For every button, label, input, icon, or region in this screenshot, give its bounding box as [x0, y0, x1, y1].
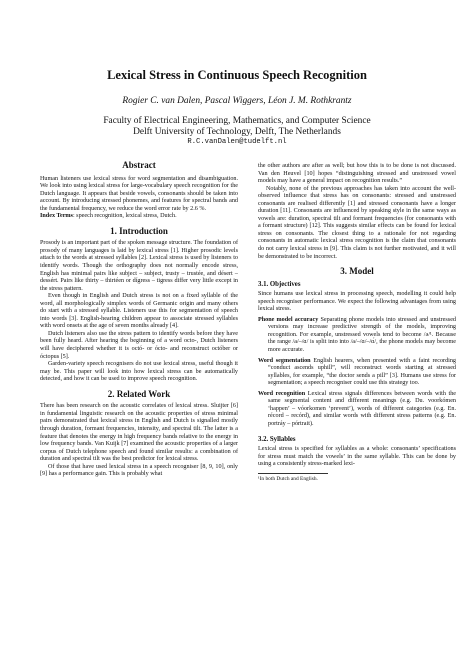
advantage-term: Phone model accuracy — [258, 316, 319, 323]
intro-paragraph-3: Dutch listeners also use the stress pattern to identify words before they have been fully heard. After hearing the beginning of a word octo-, Dutch listeners will have deciphered whether it is octó- or ócto- and reconstruct octóber or óctopus [5]. — [40, 330, 238, 360]
advantage-text: English hearers, when presented with a faint recording “conduct ascends uphill”, will reconstruct words starting at stressed syllables, for example, “the doctor sends a pill” [3]. Humans use stress for segmentation; a speech recogniser could use this strategy too. — [268, 357, 456, 387]
section-heading-model: 3. Model — [340, 266, 374, 277]
advantages-list — [258, 317, 456, 429]
right-paragraph-2: Notably, none of the previous approaches has taken into account the well-observed influence that stress has on consonants: stressed and unstressed consonants are realised differently [1] and stressed consonants have a longer duration [11]. Consonants are influenced by speaking style in the same ways as vowels are: duration, spectral tilt and formant frequencies (for consonants with a formant structure) [12]. This suggests similar effects can be found for lexical stress on consonants. The closest thing to a rationale for not regarding consonants in automatic lexical stress recognition is the claim that consonants do not carry lexical stress in [9]. This claim is not further motivated, and it will be demonstrated to be incorrect. — [258, 185, 456, 260]
subsection-heading-syllables: 3.2. Syllables — [258, 435, 296, 443]
abstract-heading: Abstract — [122, 160, 156, 170]
abstract-body: Human listeners use lexical stress for word segmentation and disambiguation. We look into using lexical stress for large-vocabulary speech recognition for the Dutch language. It appears that beside vowels, consonants should be taken into account. By introducing stressed phonemes, and features for spectral bands and the fundamental frequency, we reduce the word error rate by 2.6 %. — [40, 175, 238, 212]
affiliation-line-2: Delft University of Technology, Delft, The Netherlands — [133, 127, 341, 137]
author-email: R.C.vanDalen@tudelft.nl — [187, 138, 287, 146]
right-column — [258, 163, 456, 482]
index-terms-value: : speech recognition, lexical stress, Dutch. — [72, 213, 177, 220]
advantage-term: Word recognition — [258, 390, 306, 397]
related-work-paragraph-1: There has been research on the acoustic correlates of lexical stress. Sluijter [6] in fundamental linguistic research on the acoustic properties of stress minimal pairs demonstrated that lexical stress in English and Dutch is signalled mostly through duration, formant frequencies, intensity, and spectral tilt. The latter is a feature that denotes the energy in high frequency bands relative to the energy in low frequency bands. Van Kuijk [7] examined the acoustic properties of a larger corpus of Dutch telephone speech and found similar results: a combination of duration and spectral tilt was the best predictor for lexical stress. — [40, 403, 238, 463]
footnote: ¹In both Dutch and English. — [258, 475, 318, 482]
subsection-heading-objectives: 3.1. Objectives — [258, 280, 301, 288]
index-terms-label: Index Terms — [40, 213, 73, 220]
affiliation-line-1: Faculty of Electrical Engineering, Mathematics, and Computer Science — [103, 116, 371, 126]
advantage-text: Lexical stress signals differences between words with the same segmental content and different meanings (e.g. Du. voorkómen ‘happen’ – vóorkomen ‘prevent’), words of different categories (e.g. En. récord – recórd), and similar words with different stress patterns (e.g. En. portráy – pórtrait). — [268, 390, 456, 427]
advantage-item-word-recognition — [258, 391, 456, 429]
advantage-item-word-segmentation — [258, 358, 456, 388]
paper-title: Lexical Stress in Continuous Speech Recognition — [107, 68, 367, 82]
syllables-paragraph: Lexical stress is specified for syllables as a whole: consonants’ specifications for stress must match the vowels’ in the same syllable. This can be done by using a consistently stress-marked lexi- — [258, 446, 456, 468]
advantage-item-phone-model — [258, 317, 456, 355]
advantage-term: Word segmentation — [258, 357, 311, 364]
intro-paragraph-2: Even though in English and Dutch stress is not on a fixed syllable of the word, all morphologically simplex words of Germanic origin and many others do start with a stressed syllable. Listeners use this for segmentation of speech into words [3]. English-hearing children appear to associate stressed syllables with word onsets at the age of seven months already [4]. — [40, 293, 238, 330]
index-terms — [40, 213, 238, 221]
objectives-paragraph: Since humans use lexical stress in processing speech, modelling it could help speech recogniser performance. We expect the following advantages from using lexical stress. — [258, 291, 456, 313]
abstract-text — [40, 176, 238, 221]
right-paragraph-1: the other authors are after as well; but how this is to be done is not discussed. Van den Heuvel [10] hopes “distinguishing stressed and unstressed vowel models may have a general impact on recognition results.” — [258, 163, 456, 185]
author-list: Rogier C. van Dalen, Pascal Wiggers, Léon J. M. Rothkrantz — [122, 96, 352, 106]
intro-paragraph-1: Prosody is an important part of the spoken message structure. The foundation of prosody of many languages is laid by lexical stress [1]. Higher prosodic levels attach to the words at stressed syllables [2]. Lexical stress is used by listeners to identify words. Though the orthography does not normally encode stress, English has minimal pairs like subject – subject, trusty – trustée, and désert – dessért. Pairs like thirty – thirtéen or dígress – tigress differ very little except in the stress pattern. — [40, 240, 238, 292]
affiliation — [0, 116, 474, 138]
footnote-divider — [258, 473, 328, 474]
section-heading-introduction: 1. Introduction — [110, 225, 168, 236]
section-heading-related-work: 2. Related Work — [107, 388, 171, 399]
intro-paragraph-4: Garden-variety speech recognisers do not use lexical stress, useful though it may be. This paper will look into how lexical stress can be automatically detected, and how it can be used to improve speech recognition. — [40, 361, 238, 383]
related-work-paragraph-2: Of those that have used lexical stress in a speech recogniser [8, 9, 10], only [9] has a performance gain. This is probably what — [40, 463, 238, 478]
advantage-text: Separating phone models into stressed and unstressed versions may increase predictive strength of the models, improving recognition. For example, unstressed vowels tend to become /ə/¹. Because the range /a/–/ɑ/ is split into into /a/–/ɑ/–/ɑ́/, the phone models may become more accurate. — [268, 316, 456, 354]
left-column — [40, 162, 238, 479]
